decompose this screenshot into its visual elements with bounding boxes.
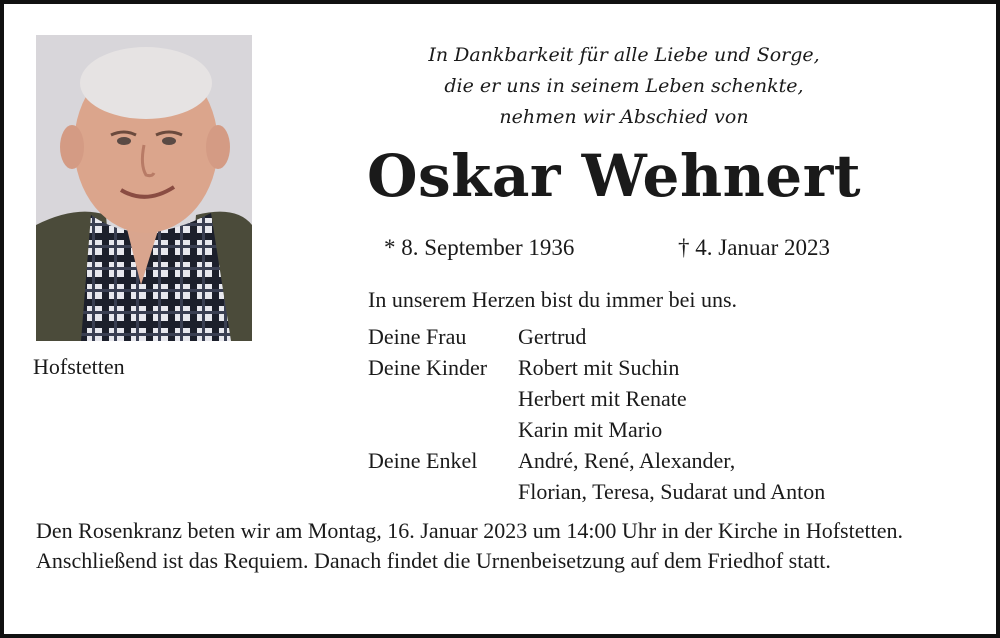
intro-line: die er uns in seinem Leben schenkte,	[444, 75, 804, 97]
family-members: Florian, Teresa, Sudarat und Anton	[518, 479, 826, 504]
family-relation	[368, 414, 518, 445]
family-members: Herbert mit Renate	[518, 386, 687, 411]
family-relation: Deine Kinder	[368, 355, 488, 380]
family-relation: Deine Enkel	[368, 448, 478, 473]
family-members: Robert mit Suchin	[518, 355, 680, 380]
family-members: André, René, Alexander,	[518, 448, 736, 473]
family-row	[368, 476, 825, 507]
service-notice: Den Rosenkranz beten wir am Montag, 16. Januar 2023 um 14:00 Uhr in der Kirche in Hofstetten. Anschließend ist das Requiem. Danach findet die Urnenbeisetzung auf dem Friedhof statt.	[36, 518, 903, 573]
family-members: Karin mit Mario	[518, 417, 663, 442]
family-relation: Deine Frau	[368, 324, 467, 349]
family-row	[368, 445, 825, 476]
intro-line: nehmen wir Abschied von	[499, 106, 749, 128]
family-row	[368, 321, 825, 352]
place-name: Hofstetten	[33, 354, 125, 379]
family-relation	[368, 383, 518, 414]
family-members: Gertrud	[518, 324, 587, 349]
family-relation	[368, 476, 518, 507]
family-row	[368, 414, 825, 445]
portrait-photo	[36, 35, 252, 341]
death-date: † 4. Januar 2023	[678, 235, 831, 260]
intro-line: In Dankbarkeit für alle Liebe und Sorge,	[428, 44, 820, 66]
family-row	[368, 383, 825, 414]
family-row	[368, 352, 825, 383]
birth-date: * 8. September 1936	[384, 235, 575, 260]
family-list	[368, 321, 825, 507]
memorial-motto: In unserem Herzen bist du immer bei uns.	[368, 287, 738, 312]
deceased-name: Oskar Wehnert	[366, 142, 862, 210]
intro-text	[364, 40, 884, 133]
